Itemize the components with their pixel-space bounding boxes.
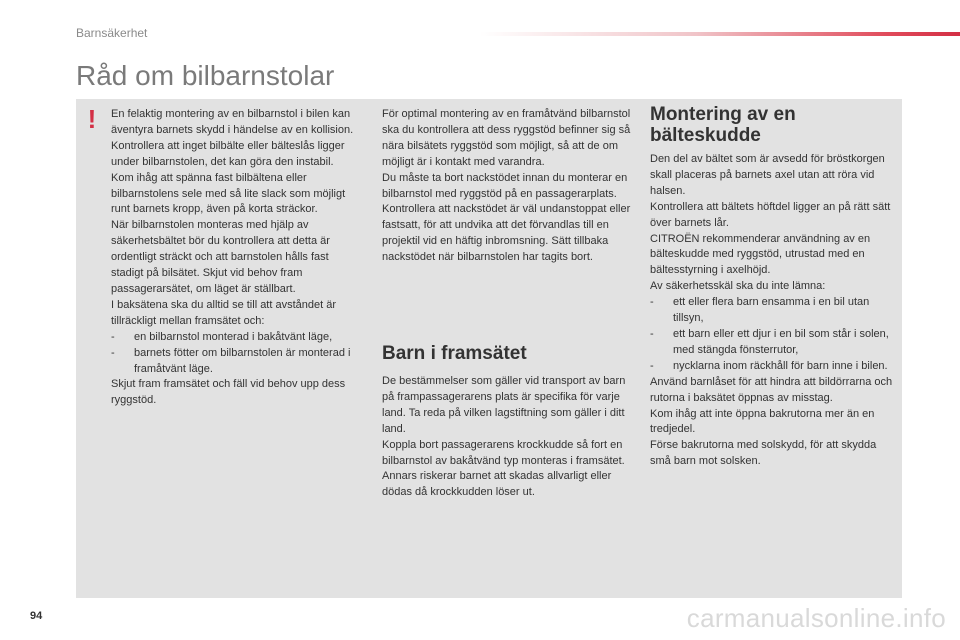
- section-heading-montering: Montering av en bälteskudde: [650, 104, 796, 146]
- list-item: - ett eller flera barn ensamma i en bil utan tillsyn,: [650, 296, 870, 325]
- list-item: - barnets fötter om bilbarnstolen är monterad i framåtvänt läge.: [111, 346, 351, 375]
- paragraph: För optimal montering av en framåtvänd bilbarnstol ska du kontrollera att dess ryggstöd befinner sig så nära bilsätets ryggstöd som möjligt, så att de om möjligt är i kontakt med varandra.: [382, 108, 631, 168]
- section-label: Barnsäkerhet: [76, 26, 148, 40]
- paragraph: Du måste ta bort nackstödet innan du monterar en bilbarnstol med ryggstöd på en passagerarplats.: [382, 171, 628, 200]
- paragraph: Skjut fram framsätet och fäll vid behov upp dess ryggstöd.: [111, 378, 346, 407]
- paragraph: Kontrollera att inget bilbälte eller bälteslås ligger under bilbarnstolen, det kan göra den instabil.: [111, 139, 345, 168]
- section-heading-barn-i-framsatet: Barn i framsätet: [382, 343, 527, 364]
- booster-text-column: [650, 152, 900, 470]
- list-item: - nycklarna inom räckhåll för barn inne i bilen.: [650, 359, 888, 372]
- paragraph: I baksätena ska du alltid se till att avståndet är tillräckligt mellan framsätet och:: [111, 298, 337, 327]
- paragraph: Kom ihåg att inte öppna bakrutorna mer än en tredjedel.: [650, 407, 875, 436]
- warning-text-column: [111, 107, 361, 409]
- paragraph: Annars riskerar barnet att skadas allvarligt eller dödas då krockkudden löser ut.: [382, 470, 612, 499]
- paragraph: När bilbarnstolen monteras med hjälp av säkerhetsbältet bör du kontrollera att detta är ordentligt sträckt och att barnstolen hålls fast stadigt på bilsätet. Skjut vid behov fram passagerarsätet, om läget är ställbart.: [111, 219, 330, 295]
- paragraph: Förse bakrutorna med solskydd, för att skydda små barn mot solsken.: [650, 439, 877, 468]
- header-accent-bar: [480, 32, 960, 36]
- paragraph: CITROËN rekommenderar användning av en bälteskudde med ryggstöd, utrustad med en bältesstyrning i axelhöjd.: [650, 232, 871, 277]
- paragraph: Kontrollera att nackstödet är väl undanstoppat eller fastsatt, för att undvika att det förvandlas till en projektil vid en häftig inbromsning. Sätt tillbaka nackstödet när bilbarnstolen har tagits bort.: [382, 203, 631, 264]
- paragraph: Kontrollera att bältets höftdel ligger an på rätt sätt över barnets lår.: [650, 200, 891, 229]
- paragraph: Kom ihåg att spänna fast bilbältena eller bilbarnstolens sele med så lite slack som möjligt runt barnets kropp, även på korta sträckor.: [111, 171, 346, 216]
- paragraph: Den del av bältet som är avsedd för bröstkorgen skall placeras på barnets axel utan att röra vid halsen.: [650, 153, 885, 197]
- page-title: Råd om bilbarnstolar: [76, 60, 335, 91]
- content-panel: [76, 99, 902, 598]
- paragraph: Av säkerhetsskäl ska du inte lämna:: [650, 280, 826, 293]
- watermark-text: carmanualsonline.info: [686, 603, 946, 633]
- headrest-text-column: [382, 107, 632, 266]
- paragraph: En felaktig montering av en bilbarnstol i bilen kan äventyra barnets skydd i händelse av en kollision.: [111, 108, 354, 136]
- list-item: - en bilbarnstol monterad i bakåtvänt läge,: [111, 330, 333, 343]
- paragraph: Koppla bort passagerarens krockkudde så fort en bilbarnstol av bakåtvänd typ monteras i framsätet.: [382, 438, 625, 467]
- page-number: 94: [30, 610, 43, 622]
- paragraph: Använd barnlåset för att hindra att bildörrarna och rutorna i baksätet öppnas av misstag.: [650, 375, 893, 404]
- warning-exclamation-icon: !: [87, 104, 97, 134]
- paragraph: De bestämmelser som gäller vid transport av barn på frampassagerarens plats är specifika för varje land. Ta reda på vilken lagstiftning som gäller i ditt land.: [382, 375, 626, 435]
- list-item: - ett barn eller ett djur i en bil som står i solen, med stängda fönsterrutor,: [650, 327, 889, 356]
- front-seat-text-column: [382, 374, 637, 501]
